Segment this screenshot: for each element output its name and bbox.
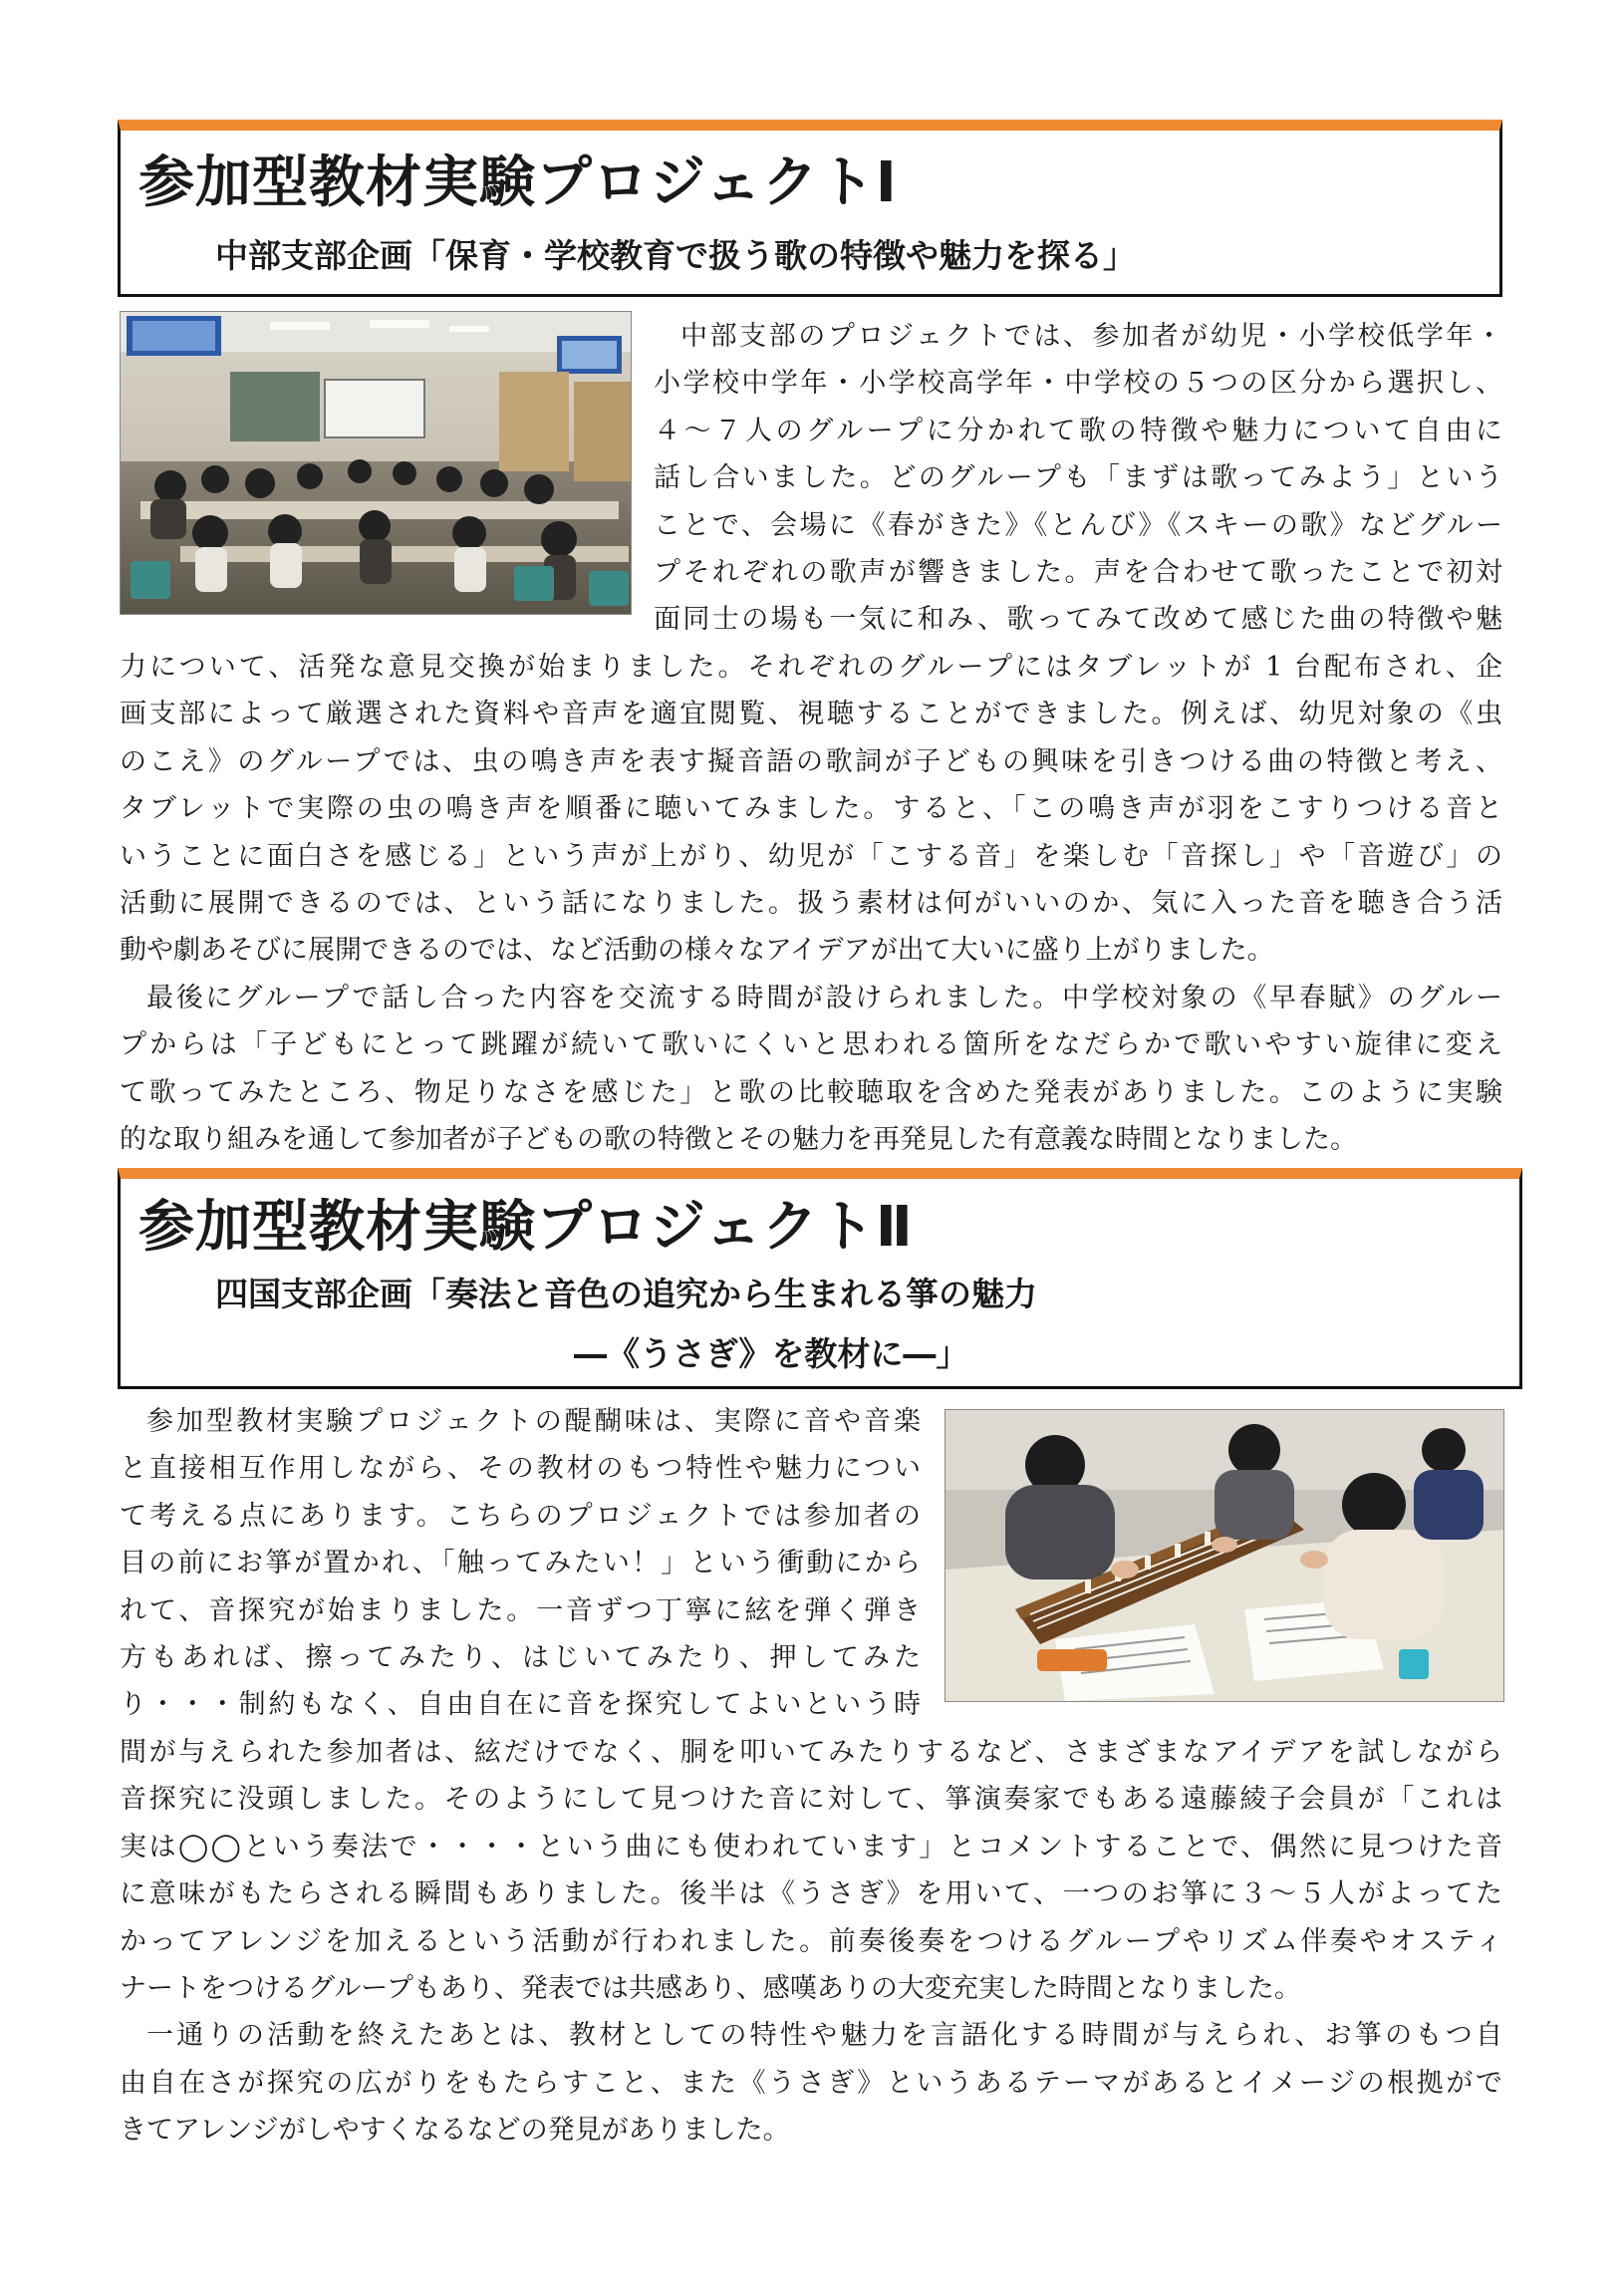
text-line: て考える点にあります。こちらのプロジェクトでは参加者の bbox=[120, 1500, 921, 1532]
text-line: 中部支部のプロジェクトでは、参加者が幼児・小学校低学年・ bbox=[680, 321, 1502, 352]
section2-title: 参加型教材実験プロジェクトⅡ bbox=[138, 1195, 914, 1260]
text-line: 由自在さが探究の広がりをもたらすこと、また《うさぎ》というあるテーマがあるとイメージの根拠がで bbox=[120, 2067, 1502, 2099]
section2-body-wrapped bbox=[120, 1398, 921, 1729]
text-line: に意味がもたらされる瞬間もありました。後半は《うさぎ》を用いて、一つのお箏に３～５人がよってた bbox=[120, 1878, 1502, 1910]
section2-body-full bbox=[120, 1729, 1502, 2154]
text-line: と直接相互作用しながら、その教材のもつ特性や魅力につい bbox=[120, 1453, 921, 1485]
text-line: れて、音探究が始まりました。一音ずつ丁寧に絃を弾く弾き bbox=[120, 1594, 921, 1626]
section1-body-full bbox=[120, 644, 1502, 1163]
text-line: いうことに面白さを感じる」という声が上がり、幼児が「こする音」を楽しむ「音探し」や「音遊び」の bbox=[120, 840, 1502, 872]
classroom-photo bbox=[120, 311, 632, 615]
text-line: 活動に展開できるのでは、という話になりました。扱う素材は何がいいのか、気に入った音を聴き合う活 bbox=[120, 887, 1502, 919]
text-line: ことで、会場に《春がきた》《とんび》《スキーの歌》などグルー bbox=[654, 509, 1502, 541]
text-line: きてアレンジがしやすくなるなどの発見がありました。 bbox=[120, 2115, 790, 2147]
text-line: 面同士の場も一気に和み、歌ってみて改めて感じた曲の特徴や魅 bbox=[654, 604, 1502, 636]
section2-subtitle-line1: 四国支部企画「奏法と音色の追究から生まれる箏の魅力 bbox=[215, 1275, 1037, 1313]
text-line: かってアレンジを加えるという活動が行われました。前奏後奏をつけるグループやリズム伴奏やオスティ bbox=[120, 1925, 1502, 1957]
text-line: り・・・制約もなく、自由自在に音を探究してよいという時 bbox=[120, 1689, 921, 1721]
text-line: 的な取り組みを通して参加者が子どもの歌の特徴とその魅力を再発見した有意義な時間となりました。 bbox=[120, 1123, 1357, 1155]
text-line: 参加型教材実験プロジェクトの醍醐味は、実際に音や音楽 bbox=[146, 1406, 921, 1437]
text-line: 小学校中学年・小学校高学年・中学校の５つの区分から選択し、 bbox=[654, 368, 1502, 400]
text-line: 話し合いました。どのグループも「まずは歌ってみよう」という bbox=[654, 462, 1502, 494]
section2-subtitle-line2: ―《うさぎ》を教材に―」 bbox=[574, 1334, 969, 1373]
text-line: プそれぞれの歌声が響きました。声を合わせて歌ったことで初対 bbox=[654, 556, 1502, 588]
text-line: 画支部によって厳選された資料や音声を適宜閲覧、視聴することができました。例えば、幼児対象の《虫 bbox=[120, 699, 1502, 730]
section1-title: 参加型教材実験プロジェクトⅠ bbox=[138, 150, 898, 215]
text-line: 動や劇あそびに展開できるのでは、など活動の様々なアイデアが出て大いに盛り上がりました。 bbox=[120, 935, 1274, 967]
section1-body-wrapped bbox=[654, 313, 1502, 644]
koto-photo bbox=[945, 1409, 1504, 1702]
classroom-photo-image bbox=[121, 312, 631, 614]
text-line: ナートをつけるグループもあり、発表では共感あり、感嘆ありの大変充実した時間となりました。 bbox=[120, 1972, 1301, 2004]
section2-header bbox=[118, 1168, 1522, 1389]
text-line: プからは「子どもにとって跳躍が続いて歌いにくいと思われる箇所をなだらかで歌いやすい旋律に変え bbox=[120, 1029, 1502, 1061]
text-line: 目の前にお箏が置かれ、「触ってみたい！」という衝動にから bbox=[120, 1548, 921, 1579]
text-line: 音探究に没頭しました。そのようにして見つけた音に対して、箏演奏家でもある遠藤綾子会員が「これは bbox=[120, 1784, 1502, 1816]
text-line: 最後にグループで話し合った内容を交流する時間が設けられました。中学校対象の《早春賦》のグルー bbox=[146, 982, 1502, 1013]
text-line: ４～７人のグループに分かれて歌の特徴や魅力について自由に bbox=[654, 415, 1502, 446]
text-line: のこえ》のグループでは、虫の鳴き声を表す擬音語の歌詞が子どもの興味を引きつける曲の特徴と考え、 bbox=[120, 745, 1502, 777]
text-line: タブレットで実際の虫の鳴き声を順番に聴いてみました。すると、「この鳴き声が羽をこすりつける音と bbox=[120, 793, 1502, 825]
text-line: 間が与えられた参加者は、絃だけでなく、胴を叩いてみたりするなど、さまざまなアイデアを試しながら bbox=[120, 1737, 1502, 1768]
text-line: 力について、活発な意見交換が始まりました。それぞれのグループにはタブレットが 1 台配布され、企 bbox=[120, 652, 1502, 683]
text-line: 一通りの活動を終えたあとは、教材としての特性や魅力を言語化する時間が与えられ、お箏のもつ自 bbox=[146, 2020, 1502, 2052]
text-line: て歌ってみたところ、物足りなさを感じた」と歌の比較聴取を含めた発表がありました。このように実験 bbox=[120, 1076, 1502, 1108]
section1-subtitle: 中部支部企画「保育・学校教育で扱う歌の特徴や魅力を探る」 bbox=[215, 236, 1136, 275]
text-line: 方もあれば、擦ってみたり、はじいてみたり、押してみた bbox=[120, 1641, 921, 1673]
text-line: 実は◯◯という奏法で・・・・という曲にも使われています」とコメントすることで、偶然に見つけた音 bbox=[120, 1831, 1502, 1863]
koto-photo-image bbox=[946, 1410, 1503, 1701]
section1-header bbox=[118, 120, 1502, 297]
